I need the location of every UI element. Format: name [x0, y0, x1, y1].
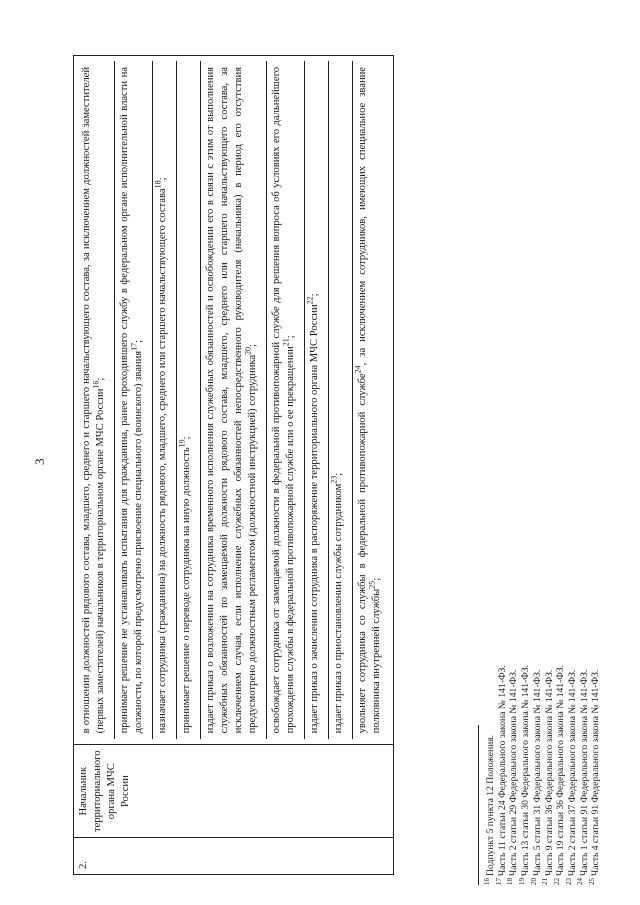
action-item: освобождает сотрудника от замещаемой должности в федеральной противопожарной службе для решения вопроса об условиях его дальнейшего прохождения службы в федеральной противопожарной службе или о ее прекращении$^{21}$;	[266, 61, 304, 739]
page-number: 3	[32, 458, 47, 465]
footnote: $^{21}$Часть 9 статьи 36 Федерального закона № 141-ФЗ.	[541, 669, 555, 885]
action-item: принимает решение не устанавливать испытания для гражданина, ранее проходившего службу в федеральном органе исполнительной власти на должности, по которой предусмотрено присвоение специального (воинского) звания$^{17}$;	[114, 61, 152, 739]
action-item: издает приказ о возложении на сотрудника временного исполнения служебных обязанностей и освобождении его в связи с этим от выполнения служебных обязанностей по замещаемой должности рядового состава, младшего, среднего или старшего начальствующего состава, за исключением случая, если исполнение служебных обязанностей непосредственного руководителя (начальника) в период его отсутствия предусмотрено должностным регламентом (должностной инструкцией) сотрудника$^{20}$;	[200, 61, 266, 739]
action-item: издает приказ о зачислении сотрудника в распоряжение территориального органа МЧС России$^{22}$;	[304, 61, 328, 739]
footnote: $^{24}$Часть 1 статьи 91 Федерального закона № 141-ФЗ.	[576, 669, 590, 885]
footnote: $^{25}$Часть 4 статьи 91 Федерального закона № 141-ФЗ.	[588, 669, 602, 885]
action-item: принимает решение о переводе сотрудника на иную должность$^{19}$;	[176, 61, 200, 739]
footnote-ref: 18	[153, 180, 163, 189]
footnote: $^{17}$Часть 11 статьи 24 Федерального закона № 141-ФЗ.	[494, 665, 508, 885]
footnote-ref: 23	[329, 475, 339, 484]
footnote-ref: 17	[129, 342, 139, 351]
footnote: $^{20}$Часть 5 статьи 31 Федерального закона № 141-ФЗ.	[529, 669, 543, 885]
action-item: назначает сотрудника (гражданина) на должность рядового, младшего, среднего или старшего начальствующего состава$^{18}$;	[152, 61, 176, 739]
footnote: $^{23}$Часть 2 статьи 37 Федерального закона № 141-ФЗ.	[564, 669, 578, 885]
action-item: издает приказ о приостановлении службы сотрудником$^{23}$;	[328, 61, 352, 739]
footnote-ref: 16	[91, 380, 101, 389]
footnote-ref: 22	[305, 296, 315, 305]
footnote-ref: 19	[177, 439, 187, 448]
footnote-separator	[478, 725, 479, 885]
organ-name: Начальник территориального органа МЧС России	[74, 745, 394, 838]
footnote-ref: 21	[281, 338, 291, 347]
footnote: $^{18}$Часть 2 статьи 29 Федерального закона № 141-ФЗ.	[506, 669, 520, 885]
action-item: в отношении должностей рядового состава, младшего, среднего и старшего начальствующего состава, за исключением должностей заместителей (первых заместителей) начальников в территориальном органе МЧС России$^{16}$;	[81, 67, 106, 734]
table-row	[74, 56, 394, 875]
row-number: 2.	[74, 838, 394, 875]
authority-table	[73, 55, 394, 875]
footnote-ref: 25	[367, 580, 376, 589]
footnote-ref: 24	[353, 365, 363, 374]
footnote: $^{19}$Часть 13 статьи 30 Федерального закона № 141-ФЗ.	[517, 664, 532, 885]
actions-cell	[74, 56, 394, 745]
footnote: $^{22}$Часть 19 статьи 36 Федерального закона № 141-ФЗ.	[553, 664, 567, 885]
footnote-ref: 20	[243, 346, 253, 355]
action-item: увольняет сотрудника со службы в федеральной противопожарной службе$^{24}$, за исключением сотрудников, имеющих специальное звание полковника внутренней службы$^{25}$;	[352, 61, 390, 739]
footnotes-list	[482, 664, 602, 885]
footnote: $^{16}$Подпункт 5 пункта 12 Положения.	[482, 734, 496, 885]
